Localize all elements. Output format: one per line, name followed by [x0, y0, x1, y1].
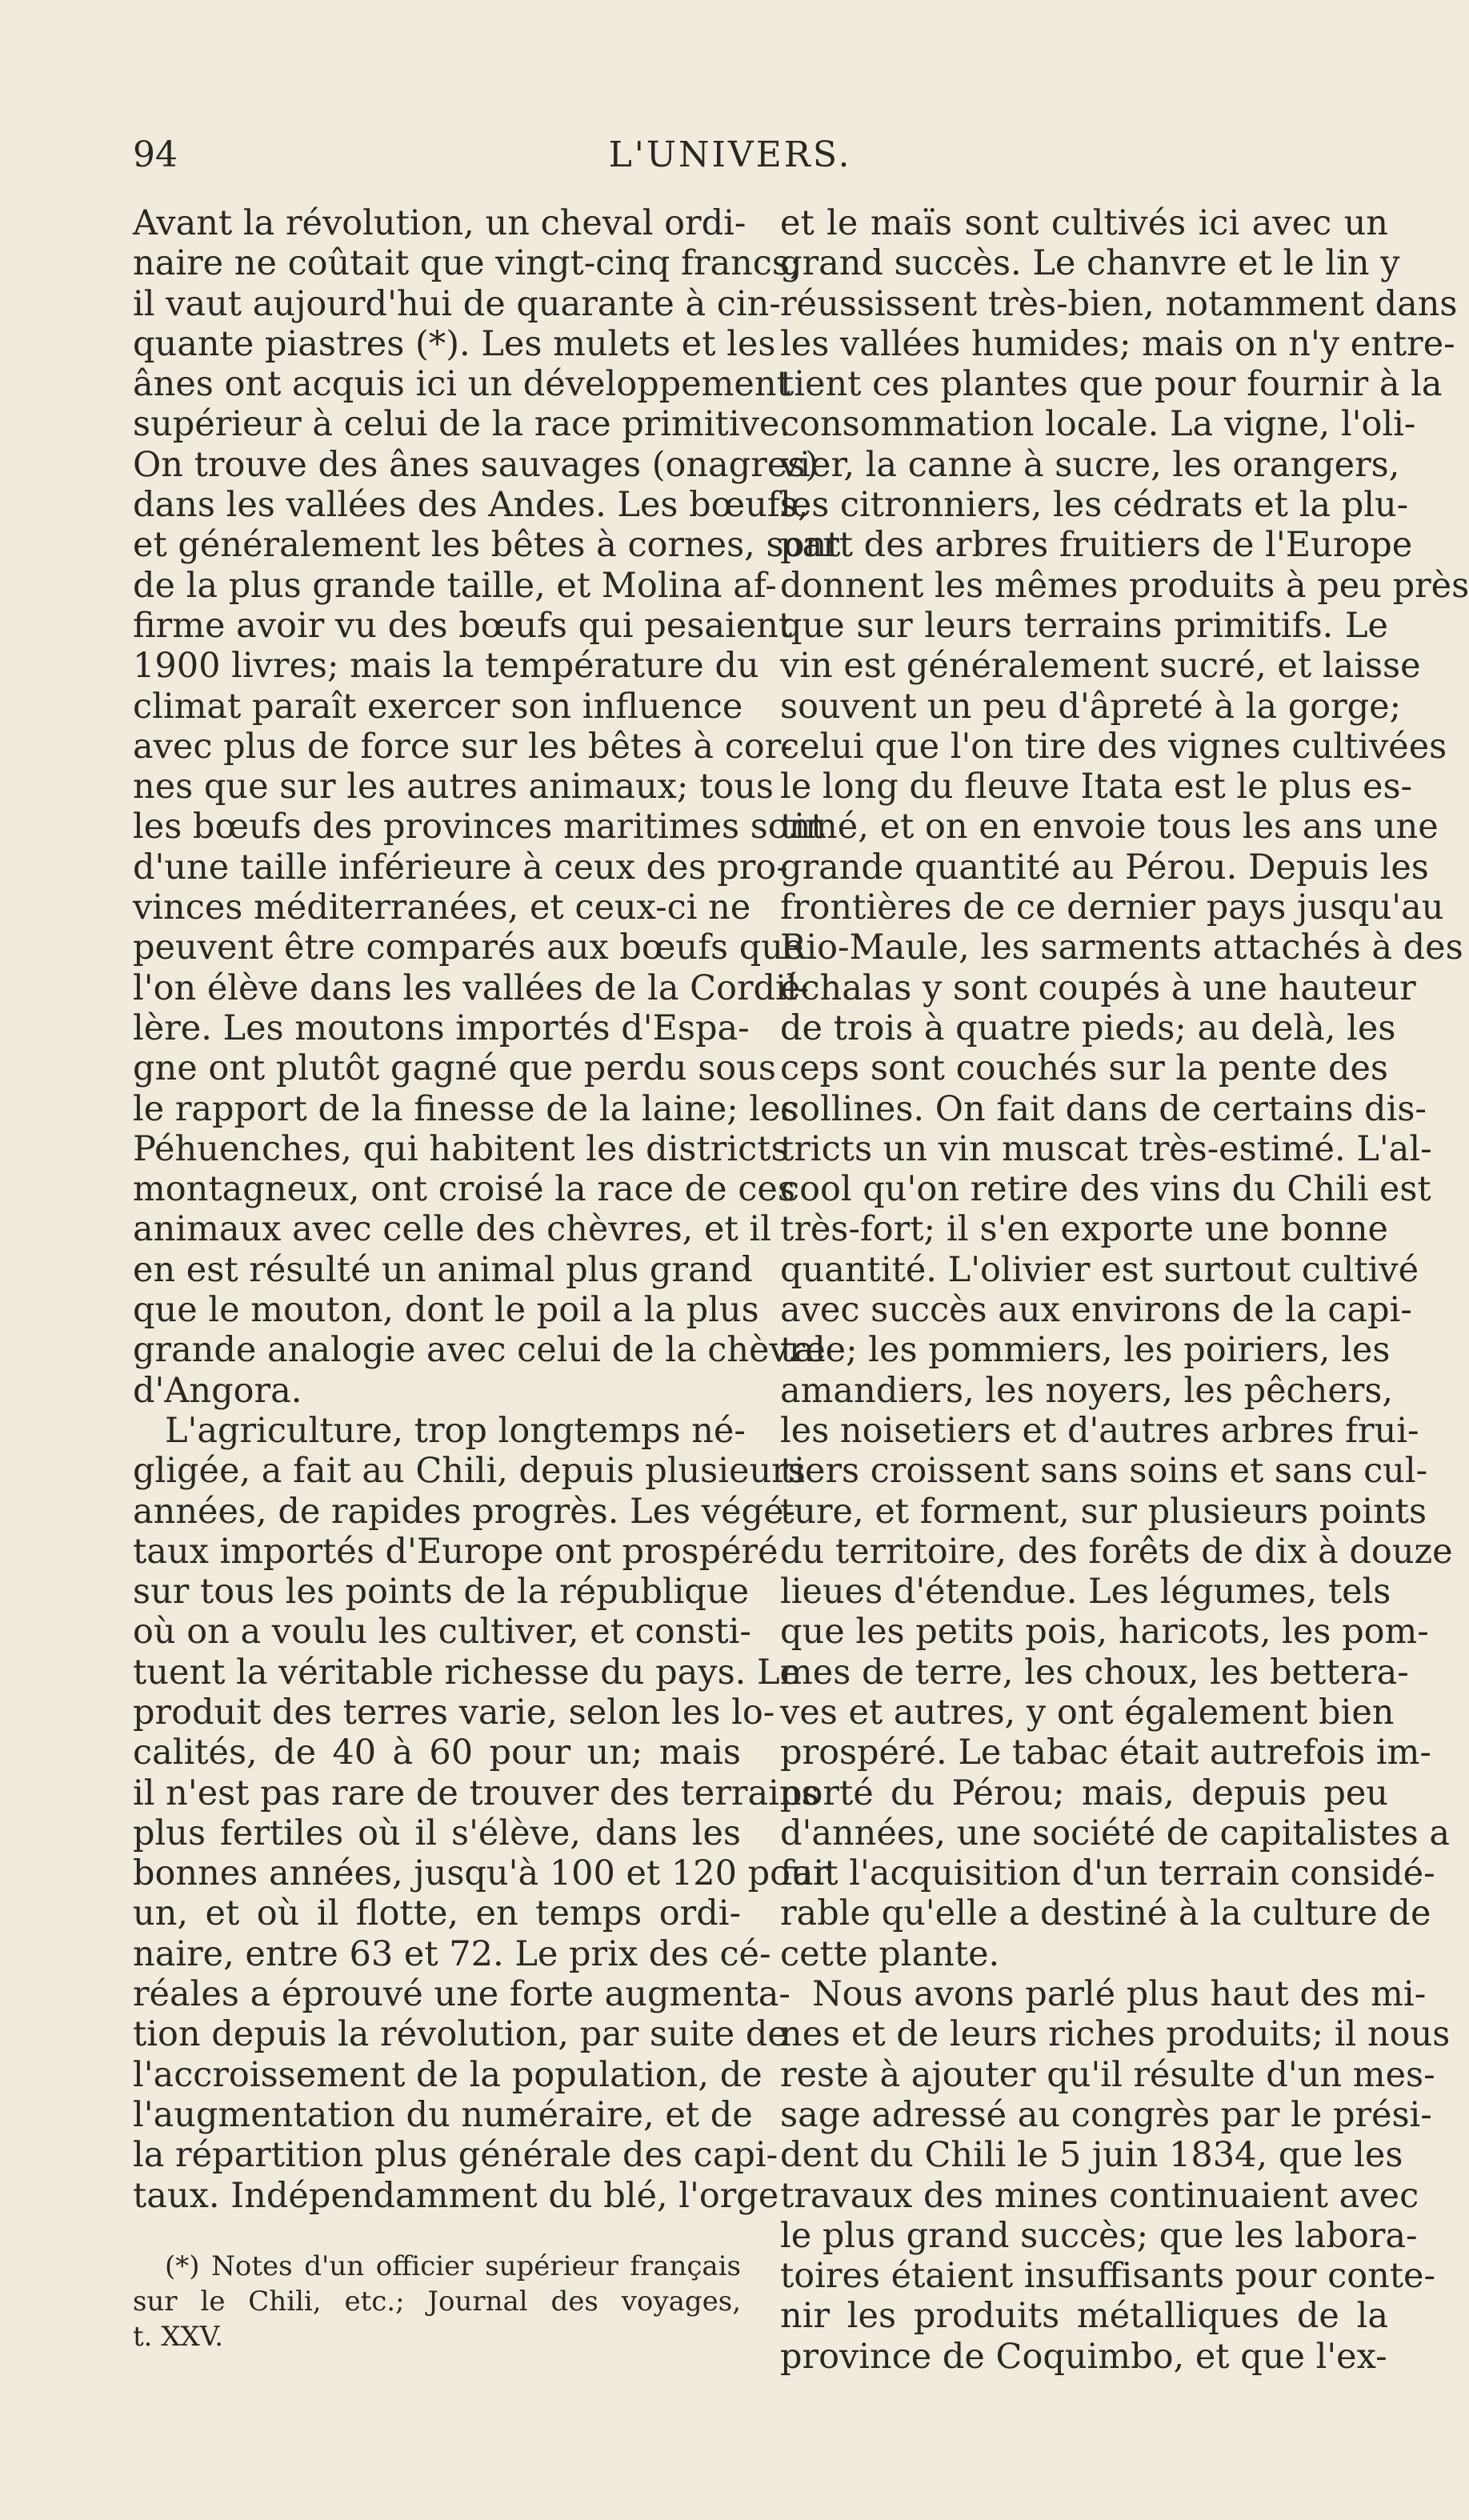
text-line: et généralement les bêtes à cornes, sont: [133, 525, 841, 566]
text-line: d'Angora.: [133, 1370, 302, 1411]
text-line: montagneux, ont croisé la race de ces: [133, 1169, 795, 1210]
text-line: que le mouton, dont le poil a la plus: [133, 1290, 759, 1331]
text-line: sur tous les points de la république: [133, 1572, 750, 1613]
text-line: que sur leurs terrains primitifs. Le: [780, 605, 1388, 646]
text-line: firme avoir vu des bœufs qui pesaient: [133, 605, 793, 646]
text-line: réales a éprouvé une forte augmenta-: [133, 1974, 791, 2015]
text-line: On trouve des ânes sauvages (onagres): [133, 444, 819, 485]
text-line: quante piastres (*). Les mulets et les: [133, 323, 776, 364]
text-line: les vallées humides; mais on n'y entre-: [780, 323, 1455, 364]
text-line: taux importés d'Europe ont prospéré: [133, 1531, 779, 1572]
text-line: en est résulté un animal plus grand: [133, 1249, 753, 1290]
text-line: réussissent très-bien, notamment dans: [780, 283, 1458, 324]
text-line: ceps sont couchés sur la pente des: [780, 1048, 1388, 1089]
text-line: il n'est pas rare de trouver des terrains: [133, 1773, 819, 1813]
right-column: [780, 203, 1469, 2377]
text-line: grande quantité au Pérou. Depuis les: [780, 847, 1429, 887]
text-line: et le maïs sont cultivés ici avec un: [780, 203, 1388, 243]
text-line: vin est généralement sucré, et laisse: [780, 646, 1421, 687]
text-line: l'on élève dans les vallées de la Cordil-: [133, 968, 810, 1008]
text-line: Avant la révolution, un cheval ordi-: [133, 203, 747, 243]
text-line: produit des terres varie, selon les lo-: [133, 1692, 775, 1733]
text-line: gne ont plutôt gagné que perdu sous: [133, 1048, 776, 1089]
text-line: les citronniers, les cédrats et la plu-: [780, 485, 1409, 526]
page-number: 94: [133, 134, 178, 175]
text-line: d'une taille inférieure à ceux des pro-: [133, 847, 788, 887]
text-line: l'accroissement de la population, de: [133, 2054, 763, 2095]
text-line: Nous avons parlé plus haut des mi-: [812, 1974, 1427, 2015]
text-line: où on a voulu les cultiver, et consti-: [133, 1612, 751, 1653]
text-line: l'augmentation du numéraire, et de: [133, 2094, 753, 2135]
text-line: de la plus grande taille, et Molina af-: [133, 565, 777, 606]
footnote: [133, 2249, 741, 2354]
text-line: tuent la véritable richesse du pays. Le: [133, 1652, 801, 1693]
text-line: ture, et forment, sur plusieurs points: [780, 1491, 1427, 1532]
text-line: travaux des mines continuaient avec: [780, 2175, 1419, 2216]
text-line: que les petits pois, haricots, les pom-: [780, 1612, 1429, 1653]
text-line: donnent les mêmes produits à peu près: [780, 565, 1469, 606]
text-line: nes que sur les autres animaux; tous: [133, 767, 775, 807]
text-line: d'années, une société de capitalistes a: [780, 1813, 1451, 1853]
text-line: animaux avec celle des chèvres, et il: [133, 1209, 771, 1250]
text-line: nir les produits métalliques de la: [780, 2296, 1388, 2337]
text-line: un, et où il flotte, en temps ordi-: [133, 1893, 741, 1934]
text-line: dent du Chili le 5 juin 1834, que les: [780, 2135, 1403, 2176]
text-line: lieues d'étendue. Les légumes, tels: [780, 1572, 1391, 1613]
text-line: naire ne coûtait que vingt-cinq francs;: [133, 243, 802, 284]
text-line: cool qu'on retire des vins du Chili est: [780, 1169, 1431, 1210]
text-line: frontières de ce dernier pays jusqu'au: [780, 887, 1444, 928]
text-line: lère. Les moutons importés d'Espa-: [133, 1008, 750, 1048]
text-line: nes et de leurs riches produits; il nous: [780, 2014, 1451, 2055]
text-line: Rio-Maule, les sarments attachés à des: [780, 927, 1463, 968]
text-line: sur le Chili, etc.; Journal des voyages,: [133, 2286, 741, 2318]
text-line: souvent un peu d'âpreté à la gorge;: [780, 686, 1402, 727]
text-line: le long du fleuve Itata est le plus es-: [780, 767, 1413, 807]
text-line: celui que l'on tire des vignes cultivées: [780, 726, 1447, 767]
text-line: les noisetiers et d'autres arbres frui-: [780, 1410, 1419, 1451]
text-line: province de Coquimbo, et que l'ex-: [780, 2336, 1387, 2377]
text-line: toires étaient insuffisants pour conte-: [780, 2256, 1436, 2297]
text-line: ves et autres, y ont également bien: [780, 1692, 1395, 1733]
text-line: avec plus de force sur les bêtes à cor-: [133, 726, 793, 767]
text-line: tient ces plantes que pour fournir à la: [780, 364, 1443, 405]
text-line: supérieur à celui de la race primitive.: [133, 404, 791, 445]
text-line: tale; les pommiers, les poiriers, les: [780, 1330, 1391, 1371]
text-line: amandiers, les noyers, les pêchers,: [780, 1370, 1394, 1411]
text-line: tion depuis la révolution, par suite de: [133, 2014, 788, 2055]
text-line: (*) Notes d'un officier supérieur français: [165, 2250, 741, 2282]
text-line: quantité. L'olivier est surtout cultivé: [780, 1249, 1419, 1290]
left-column: [133, 203, 841, 2216]
text-line: échalas y sont coupés à une hauteur: [780, 968, 1416, 1008]
text-line: part des arbres fruitiers de l'Europe: [780, 525, 1413, 566]
text-line: reste à ajouter qu'il résulte d'un mes-: [780, 2054, 1435, 2095]
text-line: Péhuenches, qui habitent les districts: [133, 1128, 789, 1169]
text-line: naire, entre 63 et 72. Le prix des cé-: [133, 1933, 771, 1974]
text-line: collines. On fait dans de certains dis-: [780, 1088, 1427, 1129]
text-line: vinces méditerranées, et ceux-ci ne: [133, 887, 751, 928]
text-line: calités, de 40 à 60 pour un; mais: [133, 1733, 741, 1773]
text-line: de trois à quatre pieds; au delà, les: [780, 1008, 1396, 1048]
text-line: grand succès. Le chanvre et le lin y: [780, 243, 1400, 284]
text-line: le plus grand succès; que les labora-: [780, 2215, 1418, 2256]
text-line: le rapport de la finesse de la laine; les: [133, 1088, 799, 1129]
text-line: les bœufs des provinces maritimes sont: [133, 807, 825, 847]
text-line: très-fort; il s'en exporte une bonne: [780, 1209, 1388, 1250]
text-line: gligée, a fait au Chili, depuis plusieurs: [133, 1451, 806, 1492]
text-line: avec succès aux environs de la capi-: [780, 1290, 1412, 1331]
text-line: ânes ont acquis ici un développement: [133, 364, 791, 405]
text-line: timé, et on en envoie tous les ans une: [780, 807, 1439, 847]
text-line: bonnes années, jusqu'à 100 et 120 pour: [133, 1853, 830, 1894]
text-line: rable qu'elle a destiné à la culture de: [780, 1893, 1431, 1934]
text-line: vier, la canne à sucre, les orangers,: [780, 444, 1400, 485]
text-line: tiers croissent sans soins et sans cul-: [780, 1451, 1428, 1492]
text-line: prospéré. Le tabac était autrefois im-: [780, 1733, 1431, 1773]
text-line: grande analogie avec celui de la chèvre: [133, 1330, 826, 1371]
text-line: la répartition plus générale des capi-: [133, 2135, 779, 2176]
text-line: 1900 livres; mais la température du: [133, 646, 759, 687]
text-line: tricts un vin muscat très-estimé. L'al-: [780, 1128, 1432, 1169]
running-title: L'UNIVERS.: [608, 134, 852, 175]
text-line: consommation locale. La vigne, l'oli-: [780, 404, 1416, 445]
text-line: du territoire, des forêts de dix à douze: [780, 1531, 1453, 1572]
page-header: [0, 134, 1460, 182]
text-line: taux. Indépendamment du blé, l'orge: [133, 2175, 779, 2216]
text-line: porté du Pérou; mais, depuis peu: [780, 1773, 1388, 1813]
text-line: plus fertiles où il s'élève, dans les: [133, 1813, 741, 1853]
text-line: années, de rapides progrès. Les végé-: [133, 1491, 796, 1532]
text-line: sage adressé au congrès par le prési-: [780, 2094, 1432, 2135]
text-line: mes de terre, les choux, les bettera-: [780, 1652, 1409, 1693]
text-line: t. XXV.: [133, 2321, 224, 2353]
text-line: climat paraît exercer son influence: [133, 686, 743, 727]
text-line: fait l'acquisition d'un terrain considé-: [780, 1853, 1435, 1894]
text-line: cette plante.: [780, 1933, 1000, 1974]
text-line: dans les vallées des Andes. Les bœufs,: [133, 485, 809, 526]
text-line: L'agriculture, trop longtemps né-: [165, 1410, 746, 1451]
text-line: il vaut aujourd'hui de quarante à cin-: [133, 283, 781, 324]
text-line: peuvent être comparés aux bœufs que: [133, 927, 804, 968]
